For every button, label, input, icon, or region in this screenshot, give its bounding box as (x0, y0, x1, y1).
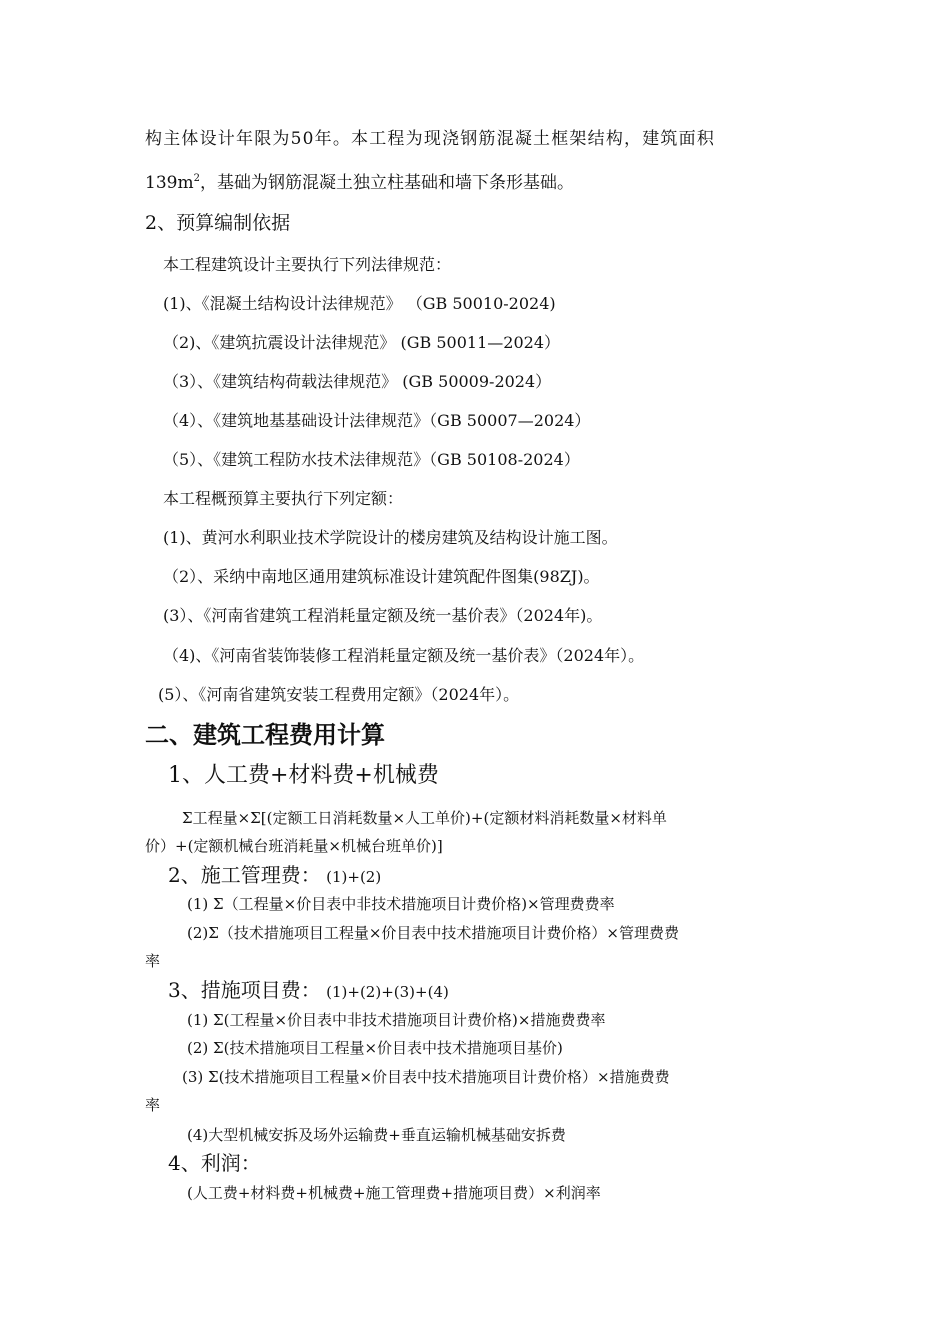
spec-item-4: （4）、《建筑地基基础设计法律规范》（GB 50007—2024） (163, 411, 591, 430)
area-value: 139m (145, 173, 194, 193)
specs-intro: 本工程建筑设计主要执行下列法律规范： (163, 255, 452, 274)
item3-row (168, 977, 449, 1003)
item3-heading: 3、措施项目费： (168, 978, 321, 1002)
item3-formula: (1)+(2)+(3)+(4) (326, 983, 449, 1001)
spec-item-2: （2)、《建筑抗震设计法律规范》 (GB 50011—2024） (163, 333, 560, 352)
item3-line-3: (3) Σ(技术措施项目工程量×价目表中技术措施项目计费价格）×措施费费 (182, 1068, 670, 1086)
item3-line-2: (2) Σ(技术措施项目工程量×价目表中技术措施项目基价) (187, 1039, 563, 1057)
intro-line-2-rest: ，基础为钢筋混凝土独立柱基础和墙下条形基础。 (199, 173, 574, 193)
area-unit-superscript: 2 (193, 173, 200, 184)
item2-line-3: 率 (145, 952, 161, 970)
intro-line-1: 构主体设计年限为50年。本工程为现浇钢筋混凝土框架结构，建筑面积 (145, 129, 716, 149)
quota-intro: 本工程概预算主要执行下列定额： (163, 489, 404, 508)
item3-line-4: 率 (145, 1096, 161, 1114)
spec-item-1: (1)、《混凝土结构设计法律规范》 （GB 50010-2024) (163, 294, 556, 313)
spec-item-5: （5）、《建筑工程防水技术法律规范》（GB 50108-2024） (163, 450, 580, 469)
item1-line-1: Σ工程量×Σ[(定额工日消耗数量×人工单价)+(定额材料消耗数量×材料单 (182, 809, 667, 827)
item1-heading: 1、人工费+材料费+机械费 (168, 763, 439, 788)
quota-item-5: (5）、《河南省建筑安装工程费用定额》（2024年）。 (158, 685, 520, 704)
item1-line-2: 价）+(定额机械台班消耗量×机械台班单价)] (145, 837, 443, 855)
quota-item-2: （2）、采纳中南地区通用建筑标准设计建筑配件图集(98ZJ)。 (163, 567, 600, 586)
item4-heading: 4、利润： (168, 1151, 261, 1175)
quota-item-4: （4)、《河南省装饰装修工程消耗量定额及统一基价表》（2024年）。 (163, 646, 645, 665)
item2-row (168, 862, 381, 888)
section2-heading: 2、预算编制依据 (145, 212, 291, 234)
item3-line-1: (1) Σ(工程量×价目表中非技术措施项目计费价格)×措施费费率 (187, 1011, 606, 1029)
item2-formula: (1)+(2) (326, 868, 382, 886)
item3-line-5: (4)大型机械安拆及场外运输费+垂直运输机械基础安拆费 (187, 1126, 566, 1144)
item4-line-1: (人工费+材料费+机械费+施工管理费+措施项目费）×利润率 (187, 1184, 601, 1202)
quota-item-1: (1)、黄河水利职业技术学院设计的楼房建筑及结构设计施工图。 (163, 528, 618, 547)
intro-line-2 (145, 172, 574, 194)
item2-line-2: (2)Σ（技术措施项目工程量×价目表中技术措施项目计费价格）×管理费费 (187, 924, 679, 942)
item2-line-1: (1) Σ（工程量×价目表中非技术措施项目计费价格)×管理费费率 (187, 895, 615, 913)
item2-heading: 2、施工管理费： (168, 863, 321, 887)
part2-heading: 二、建筑工程费用计算 (145, 720, 385, 749)
spec-item-3: （3）、《建筑结构荷载法律规范》 (GB 50009-2024） (163, 372, 552, 391)
quota-item-3: (3）、《河南省建筑工程消耗量定额及统一基价表》（2024年)。 (163, 606, 603, 625)
